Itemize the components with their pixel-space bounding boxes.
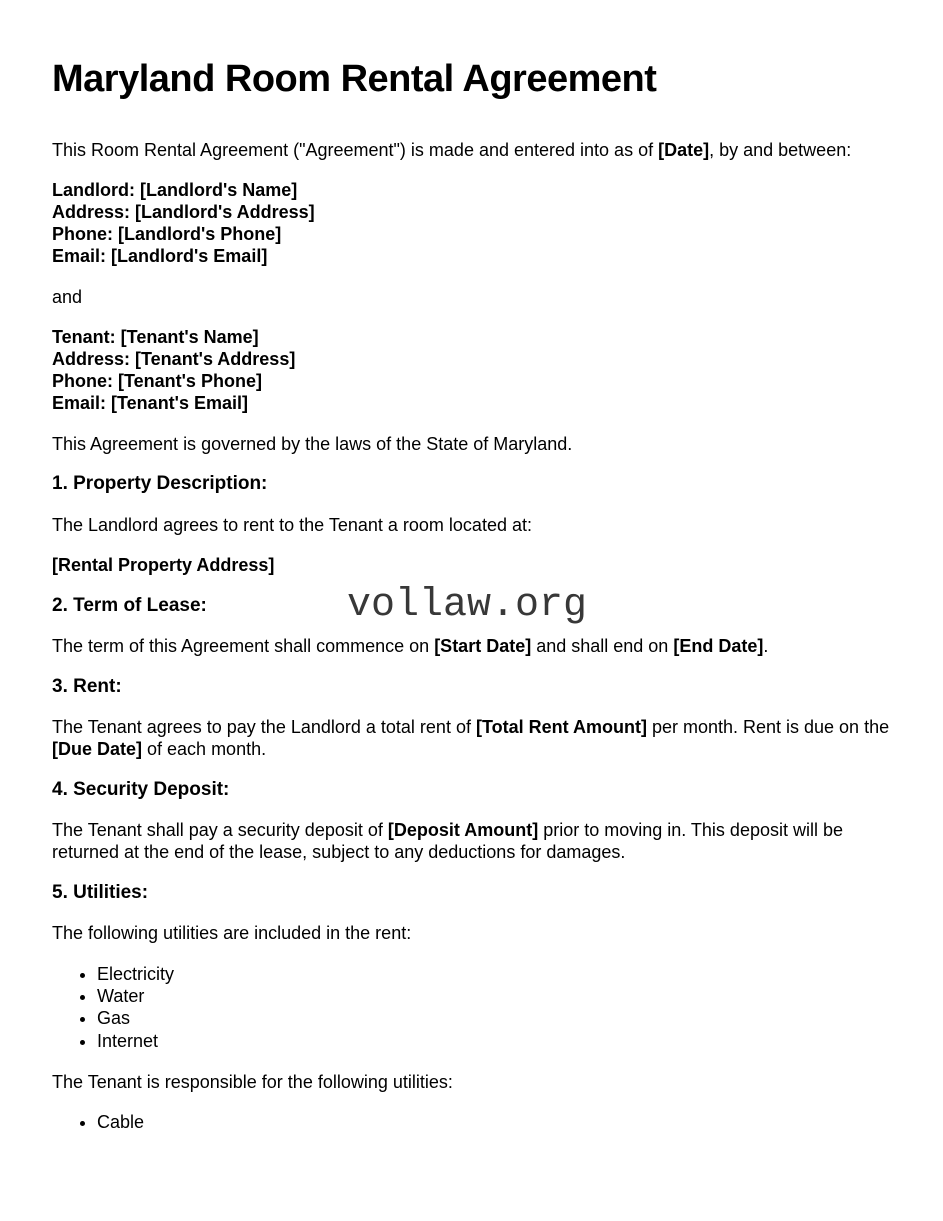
text-run: per month. Rent is due on the [646, 717, 890, 738]
text-run: . [763, 636, 769, 657]
text-run: of each month. [142, 739, 267, 760]
list-item: • Electricity [97, 963, 891, 985]
placeholder-field: [Start Date] [434, 636, 532, 657]
placeholder-field: [Deposit Amount] [387, 820, 539, 841]
placeholder-field: [Rental Property Address] [52, 555, 275, 576]
utilities-included-intro: The following utilities are included in the rent: [52, 923, 412, 944]
placeholder-field: [Total Rent Amount] [475, 717, 647, 738]
term-of-lease-paragraph [52, 635, 891, 657]
property-description-paragraph [52, 514, 891, 536]
tenant-info-block [52, 326, 891, 414]
connector-text: and [52, 286, 83, 307]
info-line: Tenant: [Tenant's Name] [52, 327, 259, 348]
utilities-included-list [52, 963, 891, 1053]
text-run: The term of this Agreement shall commence on [52, 636, 435, 657]
section-heading-security-deposit: 4. Security Deposit: [52, 778, 230, 800]
intro-paragraph [52, 139, 891, 161]
list-item: • Water [97, 985, 891, 1007]
rent-paragraph [52, 716, 891, 760]
placeholder-field: [Date] [658, 139, 710, 160]
placeholder-field: [Due Date] [52, 739, 143, 760]
security-deposit-paragraph [52, 819, 891, 863]
section-heading-property-description: 1. Property Description: [52, 473, 268, 495]
info-line: Address: [Tenant's Address] [52, 349, 296, 370]
info-line: Email: [Tenant's Email] [52, 393, 248, 414]
text-run: The Landlord agrees to rent to the Tenant a room located at: [52, 514, 532, 535]
landlord-info-block [52, 179, 891, 267]
utilities-responsible-intro: The Tenant is responsible for the following utilities: [52, 1071, 453, 1092]
info-line: Address: [Landlord's Address] [52, 202, 315, 223]
list-item: • Internet [97, 1030, 891, 1052]
section-heading-term-of-lease: 2. Term of Lease: [52, 594, 207, 616]
text-run: and shall end on [531, 636, 674, 657]
page-title: Maryland Room Rental Agreement [52, 58, 657, 100]
section-heading-utilities: 5. Utilities: [52, 881, 149, 903]
text-run: This Room Rental Agreement ("Agreement") is made and entered into as of [52, 139, 659, 160]
text-run: prior to moving in. This deposit will be returned at the end of the lease, subject to any deductions for damages. [52, 820, 843, 863]
text-run: , by and between: [709, 139, 852, 160]
info-line: Landlord: [Landlord's Name] [52, 180, 298, 201]
placeholder-field: [End Date] [673, 636, 764, 657]
text-run: The Tenant agrees to pay the Landlord a total rent of [52, 717, 476, 738]
section-heading-rent: 3. Rent: [52, 675, 122, 697]
rental-property-address-placeholder [52, 554, 891, 576]
governing-law-text: This Agreement is governed by the laws of the State of Maryland. [52, 433, 573, 454]
info-line: Phone: [Tenant's Phone] [52, 371, 262, 392]
info-line: Email: [Landlord's Email] [52, 246, 268, 267]
list-item: • Gas [97, 1007, 891, 1029]
text-run: The Tenant shall pay a security deposit of [52, 820, 388, 841]
watermark-text: vollaw.org [347, 583, 588, 628]
utilities-responsible-list [52, 1111, 891, 1133]
list-item: • Cable [97, 1111, 891, 1133]
info-line: Phone: [Landlord's Phone] [52, 224, 282, 245]
